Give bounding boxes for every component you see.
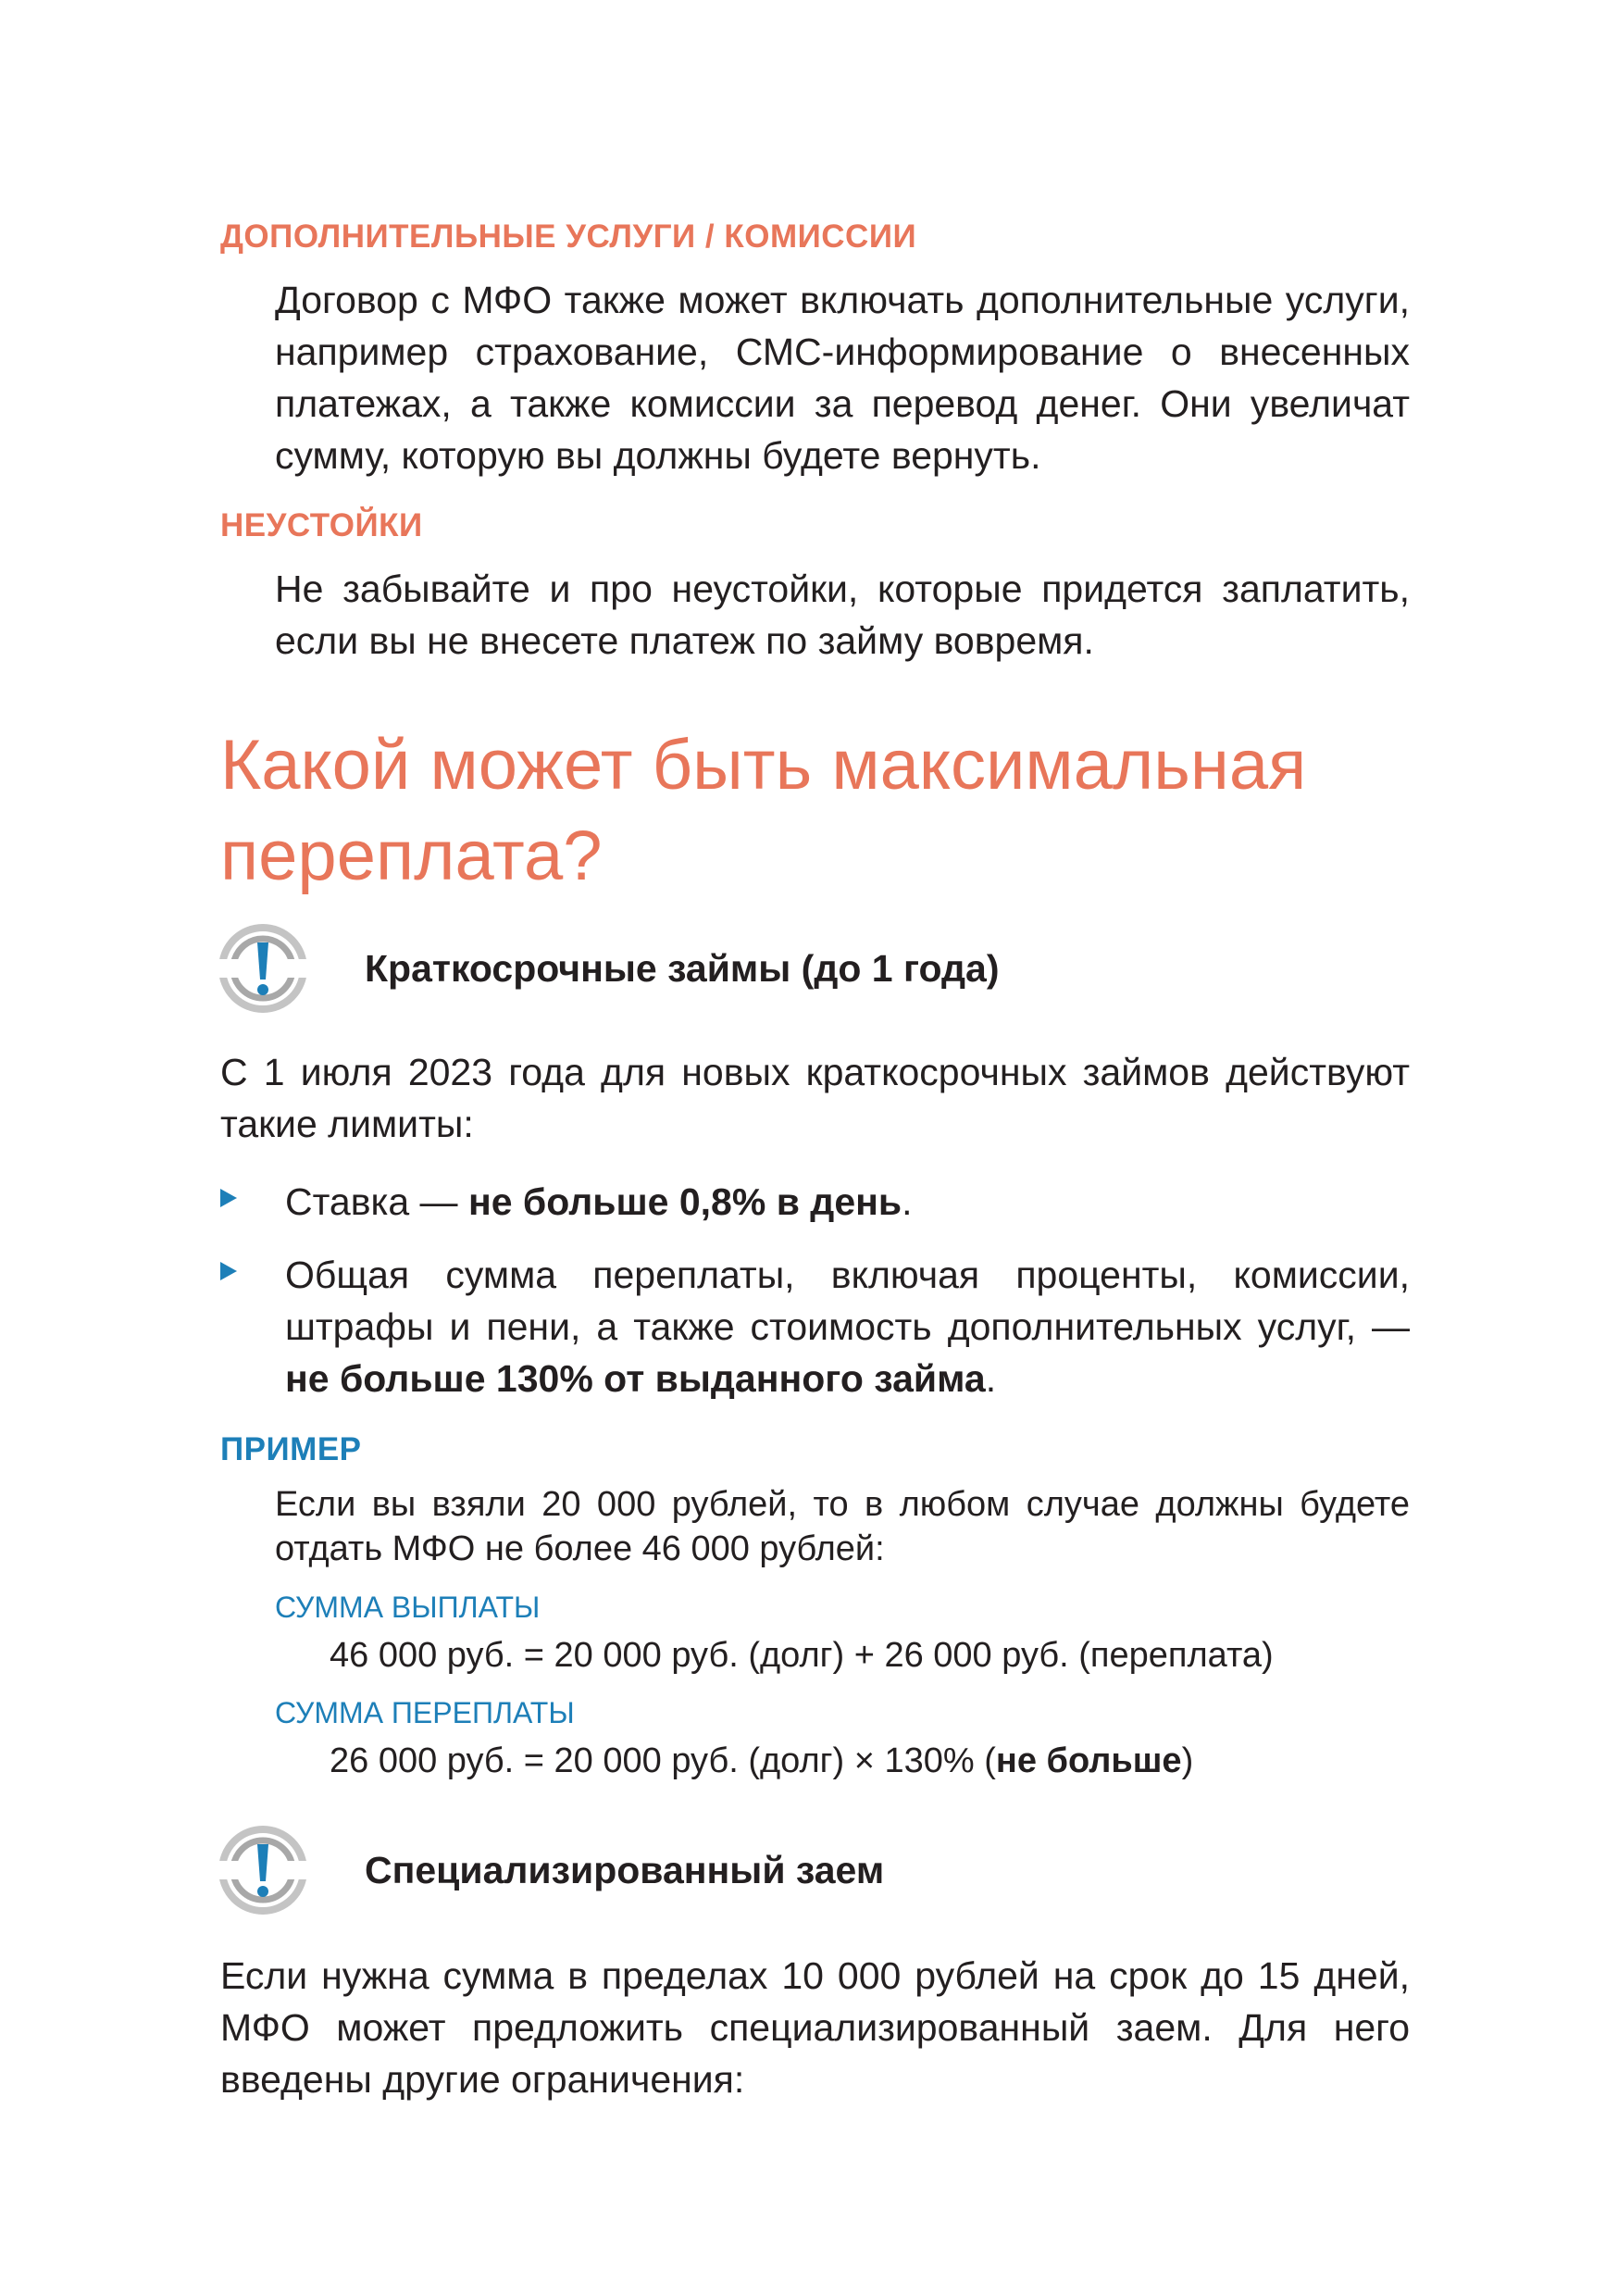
bullet-text: Ставка — не больше 0,8% в день.	[285, 1180, 913, 1223]
bullet-text: Общая сумма переплаты, включая проценты, комиссии, штрафы и пени, а также стоимость дополнительных услуг, — не больше 130% от выданного займа.	[285, 1254, 1410, 1400]
specialized-title: Специализированный заем	[365, 1849, 885, 1891]
main-title: Какой может быть максимальная переплата?	[220, 726, 1307, 895]
extra-services-heading: ДОПОЛНИТЕЛЬНЫЕ УСЛУГИ / КОМИССИИ	[220, 218, 917, 255]
penalties-text: Не забывайте и про неустойки, которые придется заплатить, если вы не внесете платеж по займу вовремя.	[275, 568, 1410, 662]
specialized-alert	[217, 1824, 1420, 1916]
specialized-text: Если нужна сумма в пределах 10 000 рублей на срок до 15 дней, МФО может предложить специализированный заем. Для него введены другие ограничения:	[220, 1954, 1410, 2101]
short-term-title: Краткосрочные займы (до 1 года)	[365, 947, 1000, 990]
penalties-heading: НЕУСТОЙКИ	[220, 507, 423, 543]
short-term-intro: С 1 июля 2023 года для новых краткосрочных займов действуют такие лимиты:	[220, 1051, 1410, 1145]
overpay-label: СУММА ПЕРЕПЛАТЫ	[275, 1696, 575, 1729]
overpay-formula: 26 000 руб. = 20 000 руб. (долг) × 130% (не больше)	[330, 1741, 1194, 1780]
example-text: Если вы взяли 20 000 рублей, то в любом случае должны будете отдать МФО не более 46 000 рублей:	[275, 1485, 1410, 1568]
extra-services-text: Договор с МФО также может включать дополнительные услуги, например страхование, СМС-информирование о внесенных платежах, а также комиссии за перевод денег. Они увеличат сумму, которую вы должны будете вернуть.	[275, 279, 1410, 477]
example-heading: ПРИМЕР	[220, 1431, 362, 1467]
payout-label: СУММА ВЫПЛАТЫ	[275, 1591, 541, 1624]
triangle-bullet-icon	[220, 1262, 237, 1280]
triangle-bullet-icon	[220, 1189, 237, 1207]
payout-formula: 46 000 руб. = 20 000 руб. (долг) + 26 000 руб. (переплата)	[330, 1636, 1274, 1675]
short-term-alert	[217, 922, 1420, 1015]
exclamation-icon	[217, 1824, 309, 1916]
exclamation-icon	[217, 922, 309, 1015]
